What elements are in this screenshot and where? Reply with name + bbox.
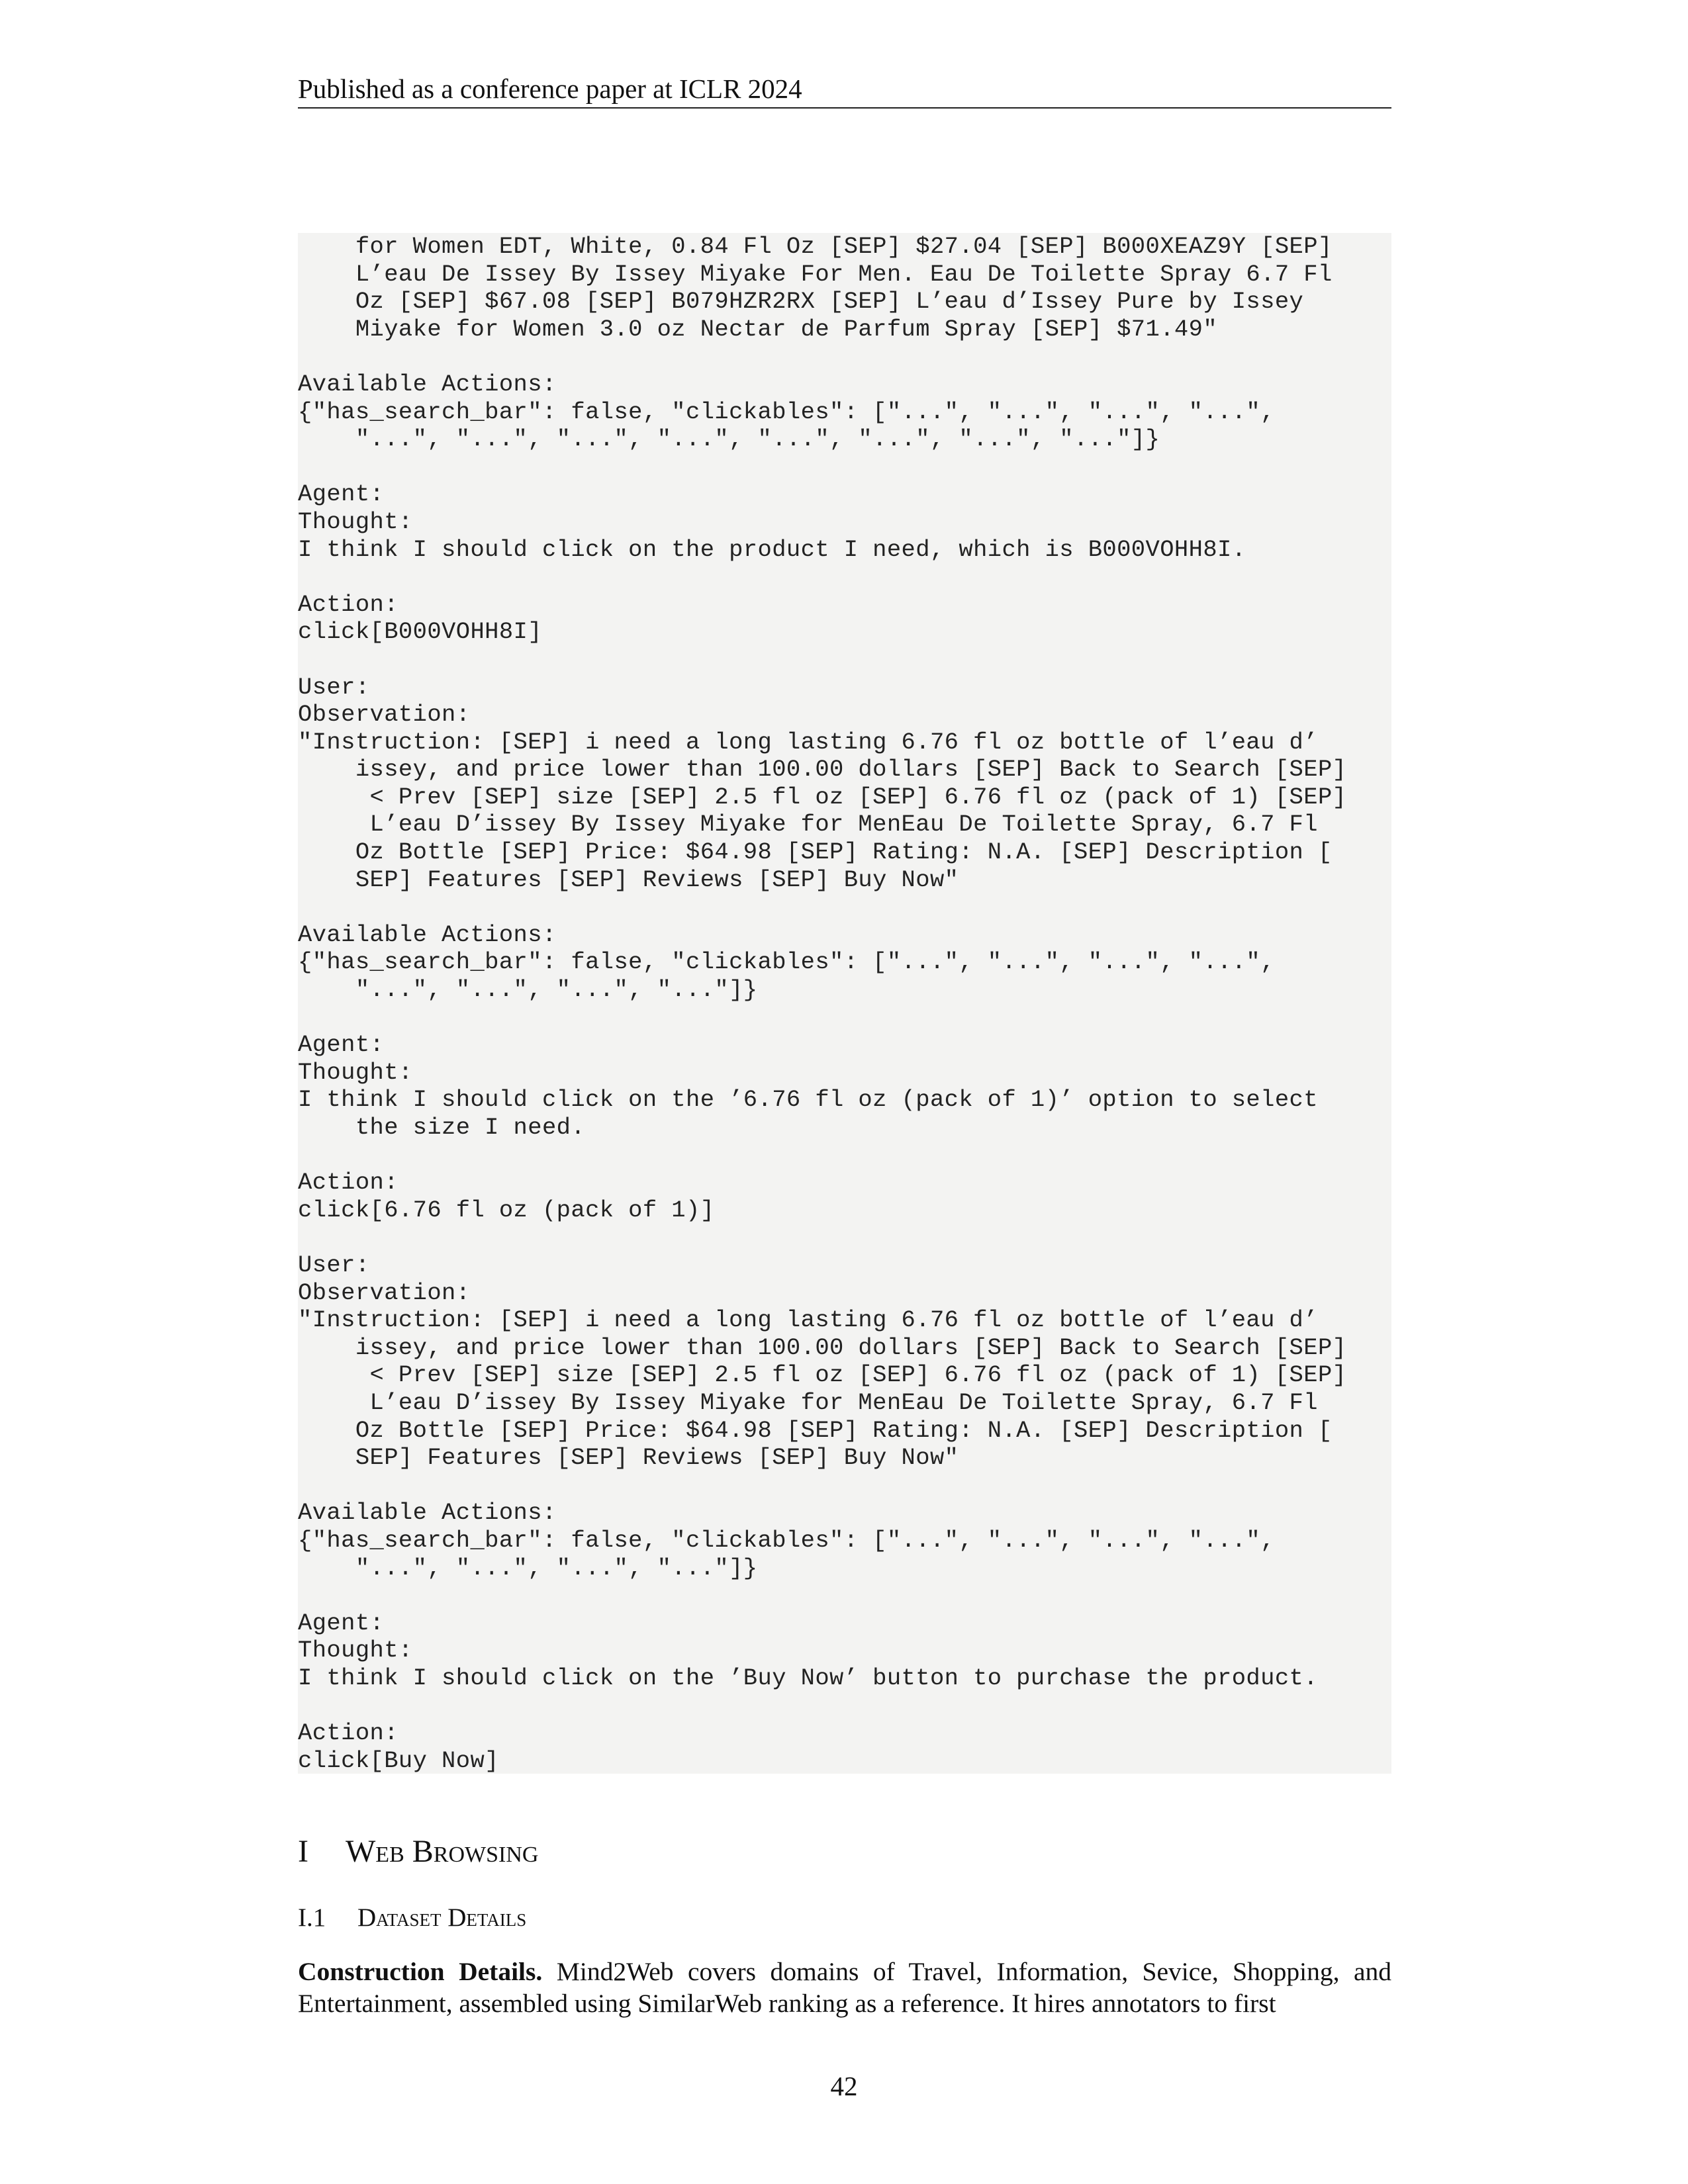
subsection-number: I.1 — [298, 1903, 326, 1932]
paragraph-lead: Construction Details. — [298, 1957, 543, 1986]
code-line: User: — [298, 673, 370, 701]
code-line: L’eau D’issey By Issey Miyake for MenEau De Toilette Spray, 6.7 Fl — [298, 811, 1318, 839]
code-line: "...", "...", "...", "..."]} — [298, 1554, 758, 1582]
code-line: "...", "...", "...", "...", "...", "...", "...", "..."]} — [298, 426, 1160, 453]
code-line: {"has_search_bar": false, "clickables": ["...", "...", "...", "...", — [298, 948, 1275, 976]
code-line: SEP] Features [SEP] Reviews [SEP] Buy Now" — [298, 1444, 959, 1472]
code-line: I think I should click on the ’6.76 fl oz (pack of 1)’ option to select — [298, 1086, 1318, 1114]
code-line: Thought: — [298, 508, 413, 535]
code-line: Observation: — [298, 1279, 471, 1306]
code-line: issey, and price lower than 100.00 dollars [SEP] Back to Search [SEP] — [298, 1334, 1347, 1361]
code-line: < Prev [SEP] size [SEP] 2.5 fl oz [SEP] 6.76 fl oz (pack of 1) [SEP] — [298, 783, 1347, 811]
code-line: {"has_search_bar": false, "clickables": ["...", "...", "...", "...", — [298, 398, 1275, 426]
code-line: click[B000VOHH8I] — [298, 618, 542, 646]
code-line: {"has_search_bar": false, "clickables": ["...", "...", "...", "...", — [298, 1526, 1275, 1554]
code-line — [298, 1692, 1391, 1719]
code-line — [298, 1582, 1391, 1610]
code-line: Agent: — [298, 1031, 385, 1059]
page-number: 42 — [830, 2071, 858, 2101]
code-line: L’eau D’issey By Issey Miyake for MenEau De Toilette Spray, 6.7 Fl — [298, 1388, 1318, 1416]
body-paragraph — [298, 1956, 1391, 2019]
code-line: click[6.76 fl oz (pack of 1)] — [298, 1196, 715, 1224]
code-line: Available Actions: — [298, 370, 557, 398]
subsection-heading — [298, 1903, 526, 1933]
code-line: "Instruction: [SEP] i need a long lasting 6.76 fl oz bottle of l’eau d’ — [298, 728, 1318, 756]
code-line: I think I should click on the product I need, which is B000VOHH8I. — [298, 535, 1246, 563]
code-line — [298, 563, 1391, 591]
code-line: Miyake for Women 3.0 oz Nectar de Parfum Spray [SEP] $71.49" — [298, 315, 1218, 343]
code-line: Available Actions: — [298, 921, 557, 948]
code-line: < Prev [SEP] size [SEP] 2.5 fl oz [SEP] 6.76 fl oz (pack of 1) [SEP] — [298, 1361, 1347, 1389]
code-line — [298, 1004, 1391, 1032]
code-line: "Instruction: [SEP] i need a long lasting 6.76 fl oz bottle of l’eau d’ — [298, 1306, 1318, 1334]
code-line: User: — [298, 1251, 370, 1279]
code-line: "...", "...", "...", "..."]} — [298, 976, 758, 1004]
code-line — [298, 343, 1391, 371]
section-title: Web Browsing — [346, 1834, 539, 1869]
code-line: the size I need. — [298, 1114, 586, 1141]
code-line: Oz Bottle [SEP] Price: $64.98 [SEP] Rating: N.A. [SEP] Description [ — [298, 1416, 1333, 1444]
code-line: Agent: — [298, 480, 385, 508]
code-line: click[Buy Now] — [298, 1747, 499, 1774]
code-line: Oz Bottle [SEP] Price: $64.98 [SEP] Rating: N.A. [SEP] Description [ — [298, 839, 1333, 866]
running-header: Published as a conference paper at ICLR 2024 — [298, 71, 1391, 109]
code-line: Agent: — [298, 1609, 385, 1637]
code-line: for Women EDT, White, 0.84 Fl Oz [SEP] $27.04 [SEP] B000XEAZ9Y [SEP] — [298, 233, 1333, 260]
code-line: SEP] Features [SEP] Reviews [SEP] Buy Now" — [298, 866, 959, 893]
code-line: Available Actions: — [298, 1499, 557, 1527]
section-heading — [298, 1833, 538, 1870]
code-line: Action: — [298, 1719, 399, 1747]
subsection-title: Dataset Details — [357, 1903, 527, 1932]
code-line: Thought: — [298, 1637, 413, 1664]
code-line: Oz [SEP] $67.08 [SEP] B079HZR2RX [SEP] L’eau d’Issey Pure by Issey — [298, 288, 1304, 316]
code-line: Action: — [298, 590, 399, 618]
section-number: I — [298, 1834, 308, 1869]
code-line: L’eau De Issey By Issey Miyake For Men. Eau De Toilette Spray 6.7 Fl — [298, 260, 1333, 288]
code-line — [298, 1472, 1391, 1500]
code-line — [298, 893, 1391, 921]
code-line: Action: — [298, 1169, 399, 1197]
code-line — [298, 1224, 1391, 1251]
code-line: issey, and price lower than 100.00 dollars [SEP] Back to Search [SEP] — [298, 756, 1347, 784]
code-line: Observation: — [298, 701, 471, 729]
code-line — [298, 646, 1391, 674]
code-line: Thought: — [298, 1058, 413, 1086]
code-line: I think I should click on the ’Buy Now’ button to purchase the product. — [298, 1664, 1318, 1692]
code-line — [298, 453, 1391, 481]
code-listing — [298, 233, 1391, 1774]
paragraph-text: Mind2Web covers domains of Travel, Information, Sevice, Shopping, and Entertainment, assembled using SimilarWeb ranking as a reference. It hires annotators to first — [298, 1957, 1391, 2018]
code-line — [298, 1142, 1391, 1169]
